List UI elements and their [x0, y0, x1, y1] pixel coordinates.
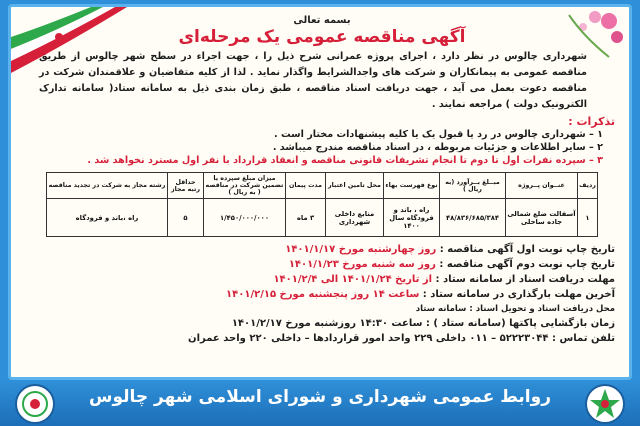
schedule-value: روز سه شنبه مورخ ۱۴۰۱/۱/۲۳	[288, 259, 440, 270]
schedule-line-opening-time	[29, 316, 615, 331]
cell-min-rank: ۵	[168, 199, 204, 237]
schedule-line-document-receipt	[29, 272, 615, 287]
note-item: ۳ – سپرده نفرات اول تا دوم تا انجام تشریفات قانونی مناقصه و انعقاد قرارداد با نفر اول مسترد نخواهد شد .	[87, 155, 603, 166]
col-header-min-rank: حداقل رتبه مجاز	[168, 173, 204, 199]
footer-banner	[0, 381, 640, 426]
schedule-label: محل دریافت اسناد و تحویل اسناد : سامانه ستاد	[415, 304, 615, 314]
schedule-value: از تاریخ ۱۴۰۱/۱/۲۴ الی ۱۴۰۱/۲/۴	[273, 274, 436, 285]
col-header-funding-source: محل تامین اعتبار	[326, 173, 384, 199]
col-header-project-title: عنــوان پــروژه	[506, 173, 578, 199]
announcement-body	[29, 15, 615, 373]
tender-table	[46, 172, 598, 237]
col-header-allowed-field: رشته مجاز به شرکت در تجدید مناقصه	[47, 173, 168, 199]
col-header-row-number: ردیف	[578, 173, 598, 199]
schedule-section	[29, 242, 615, 346]
col-header-price-list: نوع فهرست بهاء	[384, 173, 440, 199]
table-header-row	[47, 173, 598, 199]
col-header-contract-duration: مدت پیمان	[286, 173, 326, 199]
cell-deposit-amount: ۱/۴۵۰/۰۰۰/۰۰۰	[204, 199, 286, 237]
bismillah-text: بسمه تعالی	[293, 15, 351, 26]
announcement-title: آگهی مناقصه عمومی یک مرحله‌ای	[178, 27, 466, 47]
col-header-deposit-amount: میزان مبلغ سپرده یا تضمین شرکت در مناقصه ( به ریال )	[204, 173, 286, 199]
notes-title: تذکرات :	[568, 115, 615, 128]
cell-row-number: ۱	[578, 199, 598, 237]
cell-funding-source: منابع داخلی شهرداری	[326, 199, 384, 237]
schedule-line-upload-deadline	[29, 287, 615, 302]
schedule-line-second-print	[29, 257, 615, 272]
schedule-label: زمان بازگشایی پاکتها (سامانه ستاد ) : ساعت ۱۴:۳۰ روزشنبه مورخ ۱۴۰۱/۲/۱۷	[231, 318, 615, 329]
schedule-label: آخرین مهلت بارگذاری در سامانه ستاد :	[422, 289, 615, 300]
cell-estimate: ۴۸/۸۳۶/۶۸۵/۳۸۴	[440, 199, 506, 237]
footer-text: روابط عمومی شهرداری و شورای اسلامی شهر چالوس	[89, 387, 551, 407]
col-header-estimate: مبــلغ بــرآورد (به ریال )	[440, 173, 506, 199]
schedule-line-first-print	[29, 242, 615, 257]
cell-project-title: آسفالت ضلع شمالی جاده ساحلی	[506, 199, 578, 237]
cell-price-list: راه ، باند و فرودگاه سال ۱۴۰۰	[384, 199, 440, 237]
municipality-logo-icon	[584, 383, 626, 425]
schedule-line-delivery-place	[29, 302, 615, 316]
cell-allowed-field: راه ،باند و فرودگاه	[47, 199, 168, 237]
cell-contract-duration: ۳ ماه	[286, 199, 326, 237]
schedule-label: تاریخ چاپ نوبت دوم آگهی مناقصه :	[439, 259, 615, 270]
note-item: ۲ – سایر اطلاعات و جزئیات مربوطه ، در اسناد مناقصه مندرج میباشد .	[272, 142, 603, 153]
schedule-label: تلفن تماس : ۵۲۲۲۳۰۴۴ – ۰۱۱ داخلی ۲۲۹ واحد امور قراردادها – داخلی ۲۲۰ واحد عمران	[188, 333, 615, 344]
announcement-card	[8, 4, 632, 380]
intro-paragraph: شهرداری چالوس در نظر دارد ، اجرای پروژه عمرانی شرح ذیل را ، جهت اجراء در سطح شهر چالوس از طریق مناقصه عمومی به پیمانکاران و شرکت های واجدالشرایط واگذار نماید . لذا از کلیه متقاضیان و علاقمندان شرکت در مناقصه دعوت بعمل می آید ، جهت دریافت اسناد مناقصه ، طبق زمان بندی ذیل به سامانه ستاد( سامانه تدارک الکترونیک دولت ) مراجعه نمایند .	[39, 51, 587, 110]
schedule-value: روز چهارشنبه مورخ ۱۴۰۱/۱/۱۷	[285, 244, 440, 255]
schedule-value: ساعت ۱۴ روز پنجشنبه مورخ ۱۴۰۱/۲/۱۵	[226, 289, 423, 300]
schedule-line-contact-phone	[29, 331, 615, 346]
city-council-seal-icon	[14, 383, 56, 425]
schedule-label: تاریخ چاپ نوبت اول آگهی مناقصه :	[439, 244, 615, 255]
table-row	[47, 199, 598, 237]
schedule-label: مهلت دریافت اسناد از سامانه ستاد :	[435, 274, 615, 285]
note-item: ۱ – شهرداری چالوس در رد یا قبول یک یا کلیه پیشنهادات مختار است .	[274, 129, 603, 140]
